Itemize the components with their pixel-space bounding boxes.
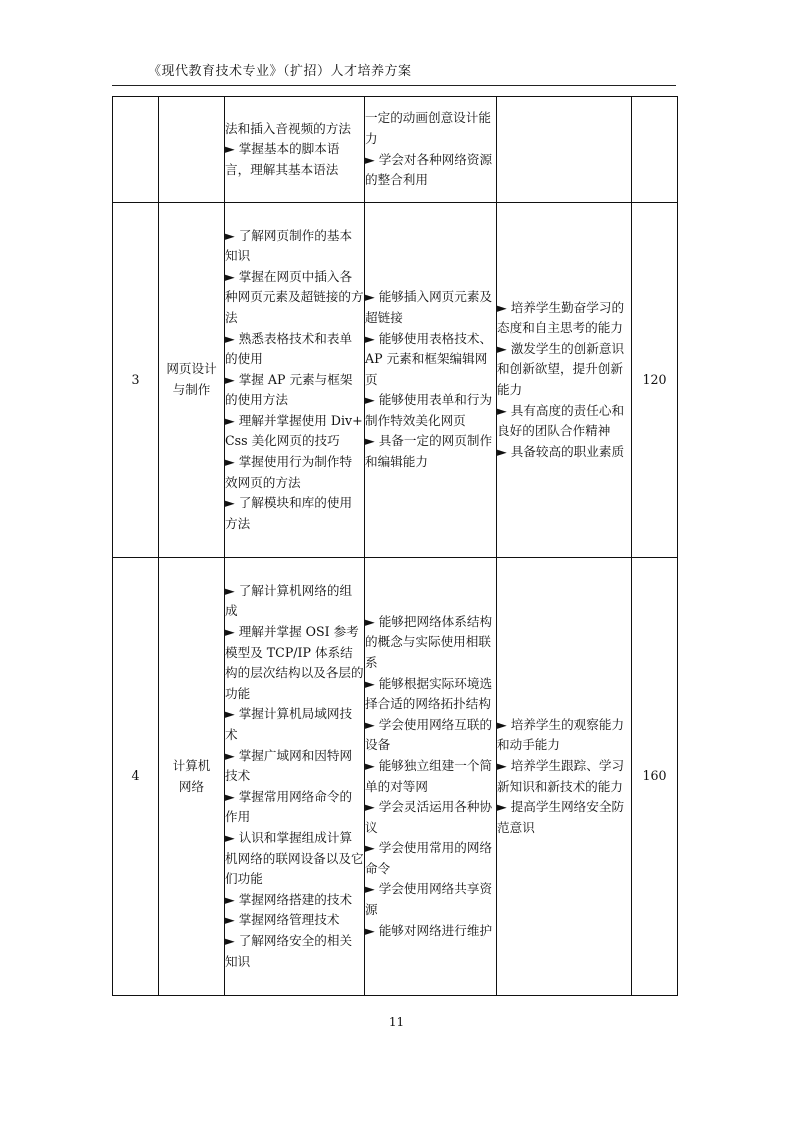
content-item: ► 掌握网络搭建的技术 <box>225 891 353 907</box>
ability-item: ► 能够独立组建一个简单的对等网 <box>365 757 493 794</box>
content-cell <box>225 97 365 203</box>
ability-item: 一定的动画创意设计能力 <box>365 110 491 146</box>
course-name-cell <box>159 97 225 203</box>
table-row <box>113 203 678 558</box>
content-item: ► 认识和掌握组成计算机网络的联网设备以及它们功能 <box>225 829 364 887</box>
ability-item: ► 能够使用表格技术、AP 元素和框架编辑网页 <box>365 330 493 387</box>
ability-item: ► 具备一定的网页制作和编辑能力 <box>365 433 493 470</box>
table-row <box>113 97 678 203</box>
header-divider <box>112 85 676 86</box>
quality-item: ► 具备较高的职业素质 <box>497 443 625 459</box>
hours-value: 120 <box>642 371 667 387</box>
content-cell <box>225 558 365 996</box>
content-item: ► 掌握 AP 元素与框架的使用方法 <box>225 371 353 408</box>
ability-item: ► 学会使用网络共享资源 <box>365 881 493 918</box>
quality-item: ► 培养学生的观察能力和动手能力 <box>497 716 625 753</box>
hours-cell <box>632 558 678 996</box>
content-item: ► 了解模块和库的使用方法 <box>225 495 353 531</box>
quality-cell <box>497 97 632 203</box>
quality-cell <box>497 558 632 996</box>
quality-item: ► 具有高度的责任心和良好的团队合作精神 <box>497 402 625 439</box>
row-index: 3 <box>131 371 140 387</box>
page-number: 11 <box>388 1015 405 1029</box>
ability-item: ► 学会使用常用的网络命令 <box>365 840 493 876</box>
ability-item: ► 能够根据实际环境选择合适的网络拓扑结构 <box>365 675 493 712</box>
course-name-cell <box>159 558 225 996</box>
ability-cell <box>365 558 497 996</box>
content-item: ► 掌握使用行为制作特效网页的方法 <box>225 454 353 490</box>
index-cell <box>113 558 159 996</box>
quality-item: ► 培养学生跟踪、学习新知识和新技术的能力 <box>497 757 625 794</box>
content-item: ► 了解计算机网络的组成 <box>225 582 353 619</box>
course-name-cell <box>159 203 225 558</box>
quality-cell <box>497 203 632 558</box>
content-item: ► 掌握常用网络命令的作用 <box>225 788 353 825</box>
content-item: ► 理解并掌握使用 Div+Css 美化网页的技巧 <box>225 412 363 449</box>
content-item: ► 了解网络安全的相关知识 <box>225 932 353 969</box>
quality-item: ► 培养学生勤奋学习的态度和自主思考的能力 <box>497 299 625 336</box>
content-item: ► 理解并掌握 OSI 参考模型及 TCP/IP 体系结构的层次结构以及各层的功能 <box>225 624 364 701</box>
content-item: ► 掌握广域网和因特网技术 <box>225 747 353 784</box>
ability-item: ► 能够使用表单和行为制作特效美化网页 <box>365 392 493 428</box>
hours-cell <box>632 203 678 558</box>
content-item: ► 了解网页制作的基本知识 <box>225 227 353 264</box>
hours-value: 160 <box>642 768 667 784</box>
document-header-title: 《现代教育技术专业》（扩招）人才培养方案 <box>148 64 412 79</box>
ability-item: ► 能够插入网页元素及超链接 <box>365 289 493 325</box>
course-name: 计算机网络 <box>172 757 211 794</box>
index-cell <box>113 203 159 558</box>
course-name: 网页设计与制作 <box>166 361 217 397</box>
content-item: ► 掌握在网页中插入各种网页元素及超链接的方法 <box>225 268 364 325</box>
content-item: ► 掌握网络管理技术 <box>225 912 340 928</box>
ability-cell <box>365 203 497 558</box>
ability-cell <box>365 97 497 203</box>
content-cell <box>225 203 365 558</box>
content-item: ► 掌握计算机局域网技术 <box>225 706 353 743</box>
quality-item: ► 提高学生网络安全防范意识 <box>497 799 625 835</box>
content-item: ► 熟悉表格技术和表单的使用 <box>225 330 353 367</box>
ability-item: ► 学会灵活运用各种协议 <box>365 799 493 835</box>
content-item: ► 掌握基本的脚本语言，理解其基本语法 <box>225 141 340 177</box>
index-cell <box>113 97 159 203</box>
curriculum-table <box>112 96 678 996</box>
row-index: 4 <box>131 768 140 784</box>
ability-item: ► 能够把网络体系结构的概念与实际使用相联系 <box>365 613 493 670</box>
ability-item: ► 学会对各种网络资源的整合利用 <box>365 151 493 188</box>
quality-item: ► 激发学生的创新意识和创新欲望，提升创新能力 <box>497 340 625 397</box>
ability-item: ► 能够对网络进行维护 <box>365 922 493 938</box>
content-item: 法和插入音视频的方法 <box>225 120 351 136</box>
ability-item: ► 学会使用网络互联的设备 <box>365 716 493 753</box>
table-row <box>113 558 678 996</box>
hours-cell <box>632 97 678 203</box>
